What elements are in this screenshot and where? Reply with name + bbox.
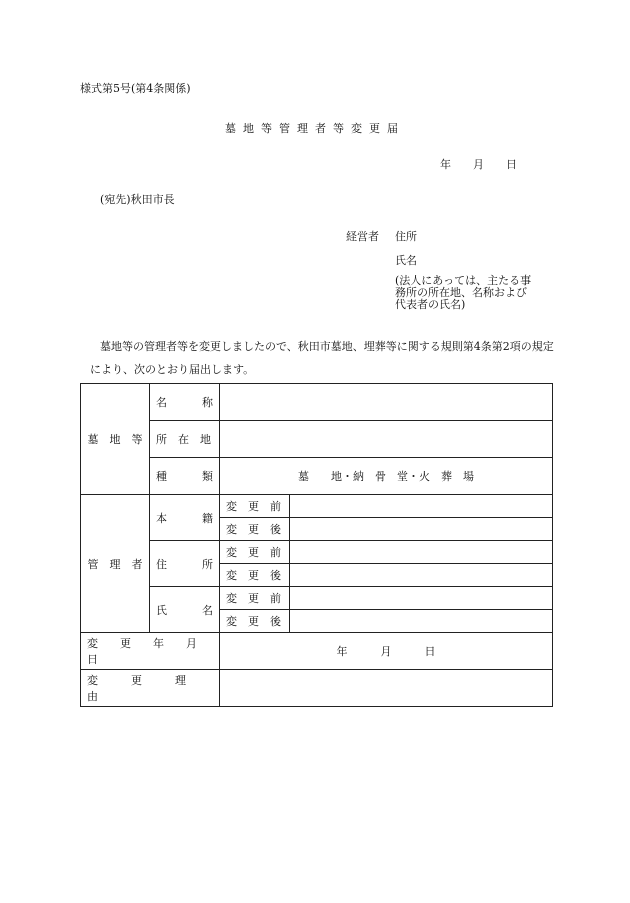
cemetery-name-label	[150, 384, 220, 421]
shimei-before-field[interactable]	[290, 587, 553, 610]
cemetery-type-label	[150, 458, 220, 495]
honseki-before-label: 変 更 前	[220, 495, 290, 518]
jusho-label-a: 住	[156, 557, 167, 571]
change-reason-label: 変 更 理 由	[81, 670, 220, 707]
cemetery-type-label-b: 類	[202, 470, 213, 483]
body-text: 墓地等の管理者等を変更しましたので、秋田市墓地、埋葬等に関する規則第4条第2項の規定により、次のとおり届出します。	[90, 340, 554, 376]
change-date-row	[81, 633, 553, 670]
cemetery-name-label-b: 称	[202, 396, 213, 409]
jusho-label-b: 所	[202, 557, 213, 571]
honseki-label-b: 籍	[202, 511, 213, 525]
jusho-before-label: 変 更 前	[220, 541, 290, 564]
cemetery-type-row	[81, 458, 553, 495]
honseki-after-label: 変 更 後	[220, 518, 290, 541]
honseki-label	[150, 495, 220, 541]
form-number: 様式第5号(第4条関係)	[80, 82, 191, 95]
cemetery-location-field[interactable]	[220, 421, 553, 458]
cemetery-name-field[interactable]	[220, 384, 553, 421]
cemetery-location-label: 所 在 地	[150, 421, 220, 458]
jusho-before-row	[81, 541, 553, 564]
honseki-before-field[interactable]	[290, 495, 553, 518]
applicant-address-label: 住所	[395, 230, 417, 243]
corporate-note: (法人にあっては、主たる事務所の所在地、名称および代表者の氏名)	[395, 274, 532, 311]
applicant-role-label: 経営者	[346, 230, 379, 243]
document-title: 墓地等管理者等変更届	[225, 122, 405, 135]
shimei-after-field[interactable]	[290, 610, 553, 633]
cemetery-name-row	[81, 384, 553, 421]
submission-date[interactable]: 年 月 日	[440, 158, 517, 171]
change-date-label: 変 更 年 月 日	[81, 633, 220, 670]
change-reason-row	[81, 670, 553, 707]
cemetery-type-options[interactable]: 墓 地・納 骨 堂・火 葬 場	[220, 458, 553, 495]
shimei-label-a: 氏	[156, 603, 167, 617]
jusho-after-field[interactable]	[290, 564, 553, 587]
change-reason-field[interactable]	[220, 670, 553, 707]
honseki-after-field[interactable]	[290, 518, 553, 541]
jusho-after-label: 変 更 後	[220, 564, 290, 587]
applicant-name-label: 氏名	[395, 254, 417, 267]
change-form-table	[80, 383, 553, 707]
change-date-field[interactable]: 年 月 日	[220, 633, 553, 670]
shimei-label	[150, 587, 220, 633]
shimei-label-b: 名	[202, 603, 213, 617]
cemetery-name-label-a: 名	[156, 396, 167, 409]
addressee: (宛先)秋田市長	[100, 193, 175, 206]
cemetery-header: 墓 地 等	[81, 384, 150, 495]
honseki-before-row	[81, 495, 553, 518]
jusho-label	[150, 541, 220, 587]
jusho-before-field[interactable]	[290, 541, 553, 564]
manager-header: 管 理 者	[81, 495, 150, 633]
shimei-before-row	[81, 587, 553, 610]
honseki-label-a: 本	[156, 511, 167, 525]
shimei-before-label: 変 更 前	[220, 587, 290, 610]
shimei-after-label: 変 更 後	[220, 610, 290, 633]
cemetery-type-label-a: 種	[156, 470, 167, 483]
cemetery-location-row	[81, 421, 553, 458]
